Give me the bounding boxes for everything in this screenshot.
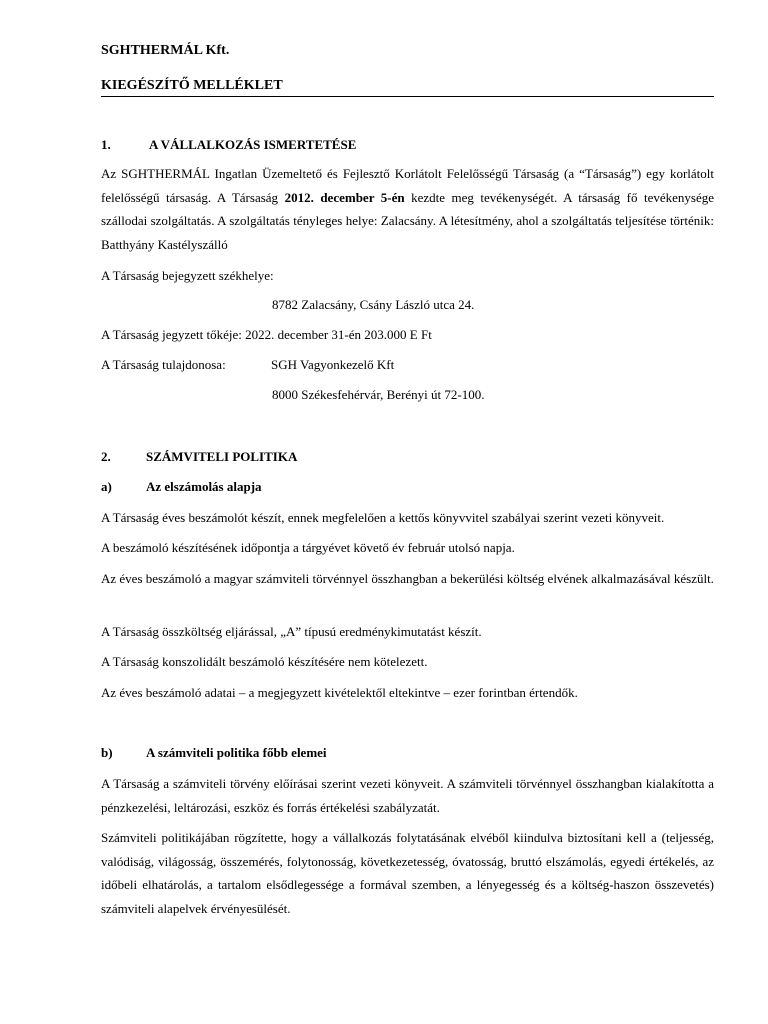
paragraph-accounting-rules: A Társaság a számviteli törvény előírásai szerint vezeti könyveit. A számviteli törvénnyel összhangban kialakította a pénzkezelési, leltározási, eszköz és forrás értékelési szabályzatát. bbox=[101, 776, 714, 815]
paragraph-currency-unit: Az éves beszámoló adatai – a megjegyzett kivételektől eltekintve – ezer forintban értendők. bbox=[101, 685, 578, 700]
subsection-a-letter: a) bbox=[101, 479, 112, 494]
intro-start-date: 2012. december 5-én bbox=[284, 189, 405, 205]
intro-text-part-1: Az SGHTHERMÁL Ingatlan Üzemeltető és Fejlesztő Korlátolt Felelősségű Társaság (a “Társaság”) egy korlátolt felelősségű társaság. A Társaság bbox=[101, 166, 714, 205]
paragraph-cost-principle: Az éves beszámoló a magyar számviteli törvénnyel összhangban a bekerülési költség elvének alkalmazásával készült. bbox=[101, 571, 714, 586]
owner-name: SGH Vagyonkezelő Kft bbox=[271, 357, 395, 372]
paragraph-accounting-principles: Számviteli politikájában rögzítette, hogy a vállalkozás folytatásának elvéből kiindulva biztosítani kell a (teljesség, valódiság, világosság, összemérés, folytonosság, következetesség, óvatosság, bruttó elszámolás, egyedi értékelés, az időbeli elhatárolás, a tartalom elsődlegessége a formával szemben, a lényegesség és a költség-haszon összevetés) számviteli alapelvek érvényesülését. bbox=[101, 830, 714, 916]
paragraph-income-statement: A Társaság összköltség eljárással, „A” típusú eredménykimutatást készít. bbox=[101, 624, 482, 639]
subsection-b-title: A számviteli politika főbb elemei bbox=[146, 745, 327, 760]
intro-text-part-2: kezdte meg tevékenységét. A társaság fő tevékenysége szállodai szolgáltatás. A szolgáltatás tényleges helye: Zalacsány. A létesítmény, ahol a szolgáltatás teljesítése történik: Batthyány Kastélyszálló bbox=[101, 189, 715, 252]
registered-capital: A Társaság jegyzett tőkéje: 2022. december 31-én 203.000 E Ft bbox=[101, 327, 432, 342]
section-2-number: 2. bbox=[101, 449, 111, 464]
section-1-title: A VÁLLALKOZÁS ISMERTETÉSE bbox=[149, 137, 357, 152]
document-title: KIEGÉSZÍTŐ MELLÉKLET bbox=[101, 78, 283, 93]
owner-label: A Társaság tulajdonosa: bbox=[101, 357, 226, 372]
paragraph-annual-report: A Társaság éves beszámolót készít, ennek megfelelően a kettős könyvvitel szabályai szerint vezeti könyveit. bbox=[101, 510, 665, 525]
section-1-intro-paragraph bbox=[101, 162, 714, 256]
owner-address: 8000 Székesfehérvár, Berényi út 72-100. bbox=[272, 387, 485, 402]
seat-label: A Társaság bejegyzett székhelye: bbox=[101, 268, 274, 283]
company-name: SGHTHERMÁL Kft. bbox=[101, 43, 230, 58]
paragraph-consolidation: A Társaság konszolidált beszámoló készítésére nem kötelezett. bbox=[101, 654, 428, 669]
section-1-number: 1. bbox=[101, 137, 111, 152]
seat-address: 8782 Zalacsány, Csány László utca 24. bbox=[272, 297, 475, 312]
paragraph-report-date: A beszámoló készítésének időpontja a tárgyévet követő év február utolsó napja. bbox=[101, 540, 515, 555]
subsection-a-title: Az elszámolás alapja bbox=[146, 479, 262, 494]
subsection-b-letter: b) bbox=[101, 745, 113, 760]
title-divider bbox=[101, 96, 714, 97]
section-2-title: SZÁMVITELI POLITIKA bbox=[146, 449, 298, 464]
